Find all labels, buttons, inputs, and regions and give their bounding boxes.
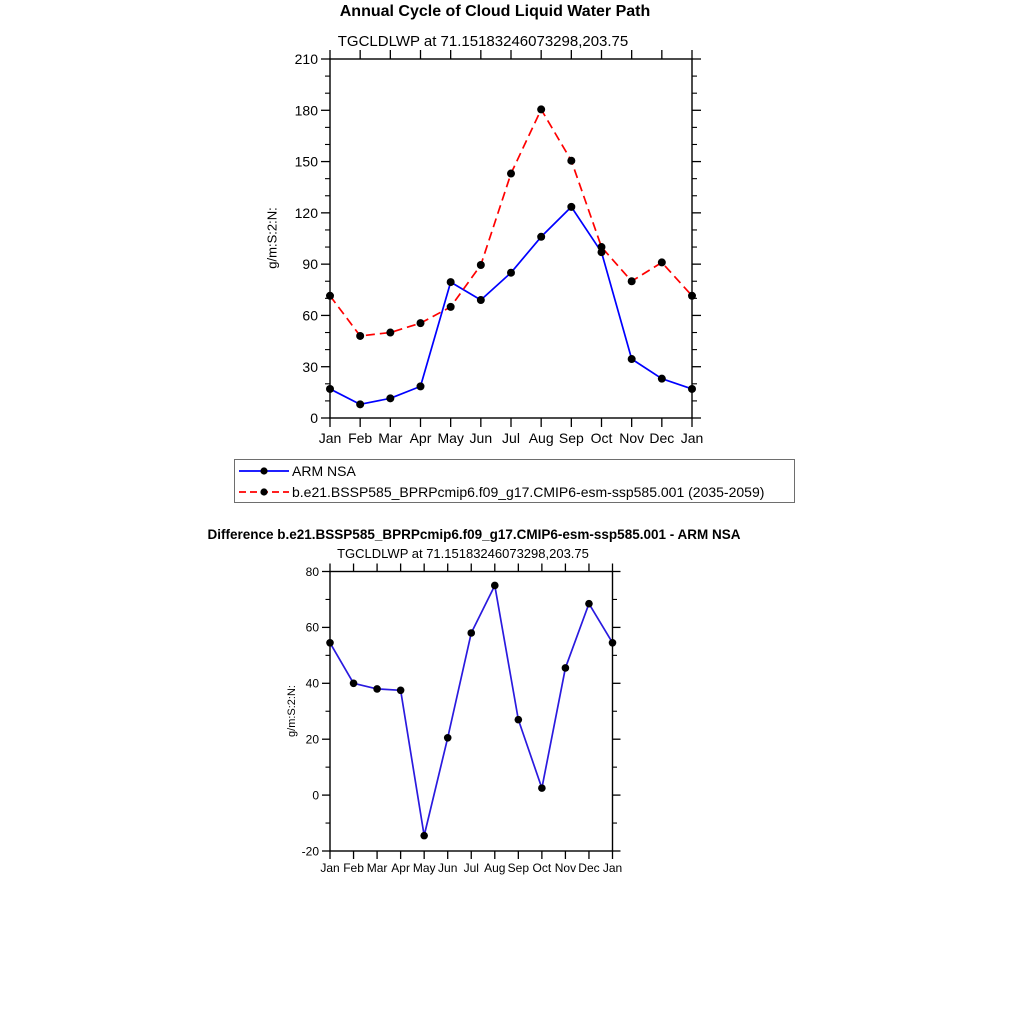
x-tick-label: Jun <box>438 861 458 875</box>
data-point-marker <box>386 329 394 337</box>
data-point-marker <box>537 233 545 241</box>
y-tick-label: 0 <box>310 410 318 427</box>
data-point-marker <box>585 600 593 608</box>
data-point-marker <box>417 382 425 390</box>
y-tick-label: 20 <box>305 732 319 747</box>
annual-cycle-title: Annual Cycle of Cloud Liquid Water Path <box>339 3 651 20</box>
legend-entry-model <box>238 482 794 503</box>
y-tick-label: 90 <box>302 256 318 273</box>
data-point-marker <box>658 375 666 383</box>
x-tick-label: Sep <box>558 430 584 446</box>
annual-cycle-subtitle: TGCLDLWP at 71.15183246073298,203.75 <box>337 33 629 50</box>
x-tick-label: Apr <box>391 861 410 875</box>
x-tick-label: Jul <box>502 430 520 446</box>
legend-box <box>234 459 795 503</box>
data-point-marker <box>515 716 523 724</box>
x-tick-label: Nov <box>619 430 645 446</box>
x-tick-label: Apr <box>409 430 432 446</box>
x-tick-label: Mar <box>378 430 403 446</box>
axis-frame <box>330 572 613 852</box>
data-point-marker <box>420 832 428 840</box>
data-point-marker <box>373 685 381 693</box>
data-point-marker <box>350 680 358 688</box>
data-point-marker <box>477 296 485 304</box>
data-point-marker <box>688 385 696 393</box>
data-point-marker <box>477 261 485 269</box>
data-point-marker <box>688 292 696 300</box>
data-point-marker <box>356 400 364 408</box>
data-point-marker <box>417 319 425 327</box>
legend-sample-dashed-line <box>238 486 290 498</box>
data-point-marker <box>356 332 364 340</box>
x-tick-label: Dec <box>578 861 600 875</box>
y-tick-label: 60 <box>302 307 318 324</box>
y-tick-label: 40 <box>305 676 319 691</box>
x-tick-label: Aug <box>484 861 506 875</box>
annual-cycle-y-axis-label: g/m:S:2:N: <box>264 207 280 269</box>
y-tick-label: 80 <box>305 564 319 579</box>
data-point-marker <box>567 203 575 211</box>
data-point-marker <box>658 258 666 266</box>
data-point-marker <box>538 784 546 792</box>
axis-frame <box>330 59 692 418</box>
x-tick-label: Feb <box>348 430 373 446</box>
x-tick-label: Nov <box>554 861 577 875</box>
y-tick-label: 180 <box>294 102 318 119</box>
y-tick-label: 210 <box>294 51 318 68</box>
data-point-marker <box>628 277 636 285</box>
data-point-marker <box>326 639 334 647</box>
data-point-marker <box>598 243 606 251</box>
data-point-marker <box>507 170 515 178</box>
data-point-marker <box>537 105 545 113</box>
difference-title: Difference b.e21.BSSP585_BPRPcmip6.f09_g17.CMIP6-esm-ssp585.001 - ARM NSA <box>207 527 741 542</box>
x-tick-label: Sep <box>507 861 530 875</box>
legend-marker-dot <box>260 488 267 495</box>
legend-label-arm-nsa: ARM NSA <box>292 463 356 480</box>
x-tick-label: Jan <box>680 430 704 446</box>
x-tick-label: May <box>412 861 436 875</box>
data-point-marker <box>467 629 475 637</box>
y-tick-label: 120 <box>294 204 318 221</box>
difference-y-axis-label: g/m:S:2:N: <box>286 685 298 737</box>
x-tick-label: Jul <box>463 861 479 875</box>
data-point-marker <box>567 157 575 165</box>
x-tick-label: Jun <box>469 430 493 446</box>
data-point-marker <box>444 734 452 742</box>
data-point-marker <box>326 385 334 393</box>
data-point-marker <box>326 292 334 300</box>
data-point-marker <box>397 686 405 694</box>
difference-subtitle: TGCLDLWP at 71.15183246073298,203.75 <box>337 546 589 561</box>
data-point-marker <box>562 664 570 672</box>
series-line <box>330 585 613 835</box>
data-point-marker <box>447 303 455 311</box>
legend-marker-dot <box>260 468 267 475</box>
x-tick-label: Oct <box>590 430 613 446</box>
data-point-marker <box>609 639 617 647</box>
data-point-marker <box>507 269 515 277</box>
x-tick-label: Aug <box>528 430 554 446</box>
x-tick-label: Dec <box>649 430 675 446</box>
data-point-marker <box>628 355 636 363</box>
y-tick-label: 150 <box>294 153 318 170</box>
y-tick-label: 60 <box>305 620 319 635</box>
x-tick-label: May <box>437 430 464 446</box>
legend-sample-solid-line <box>238 465 290 477</box>
x-tick-label: Oct <box>532 861 552 875</box>
x-tick-label: Jan <box>318 430 342 446</box>
series-line <box>330 109 692 336</box>
legend-entry-arm-nsa <box>238 461 794 482</box>
x-tick-label: Feb <box>343 861 364 875</box>
data-point-marker <box>491 582 499 590</box>
legend-label-model: b.e21.BSSP585_BPRPcmip6.f09_g17.CMIP6-esm-ssp585.001 (2035-2059) <box>292 483 765 500</box>
y-tick-label: -20 <box>301 844 319 859</box>
x-tick-label: Mar <box>366 861 388 875</box>
series-line <box>330 207 692 404</box>
data-point-marker <box>447 278 455 286</box>
data-point-marker <box>386 394 394 402</box>
y-tick-label: 30 <box>302 358 318 375</box>
y-tick-label: 0 <box>312 788 319 803</box>
x-tick-label: Jan <box>320 861 340 875</box>
x-tick-label: Jan <box>602 861 623 875</box>
